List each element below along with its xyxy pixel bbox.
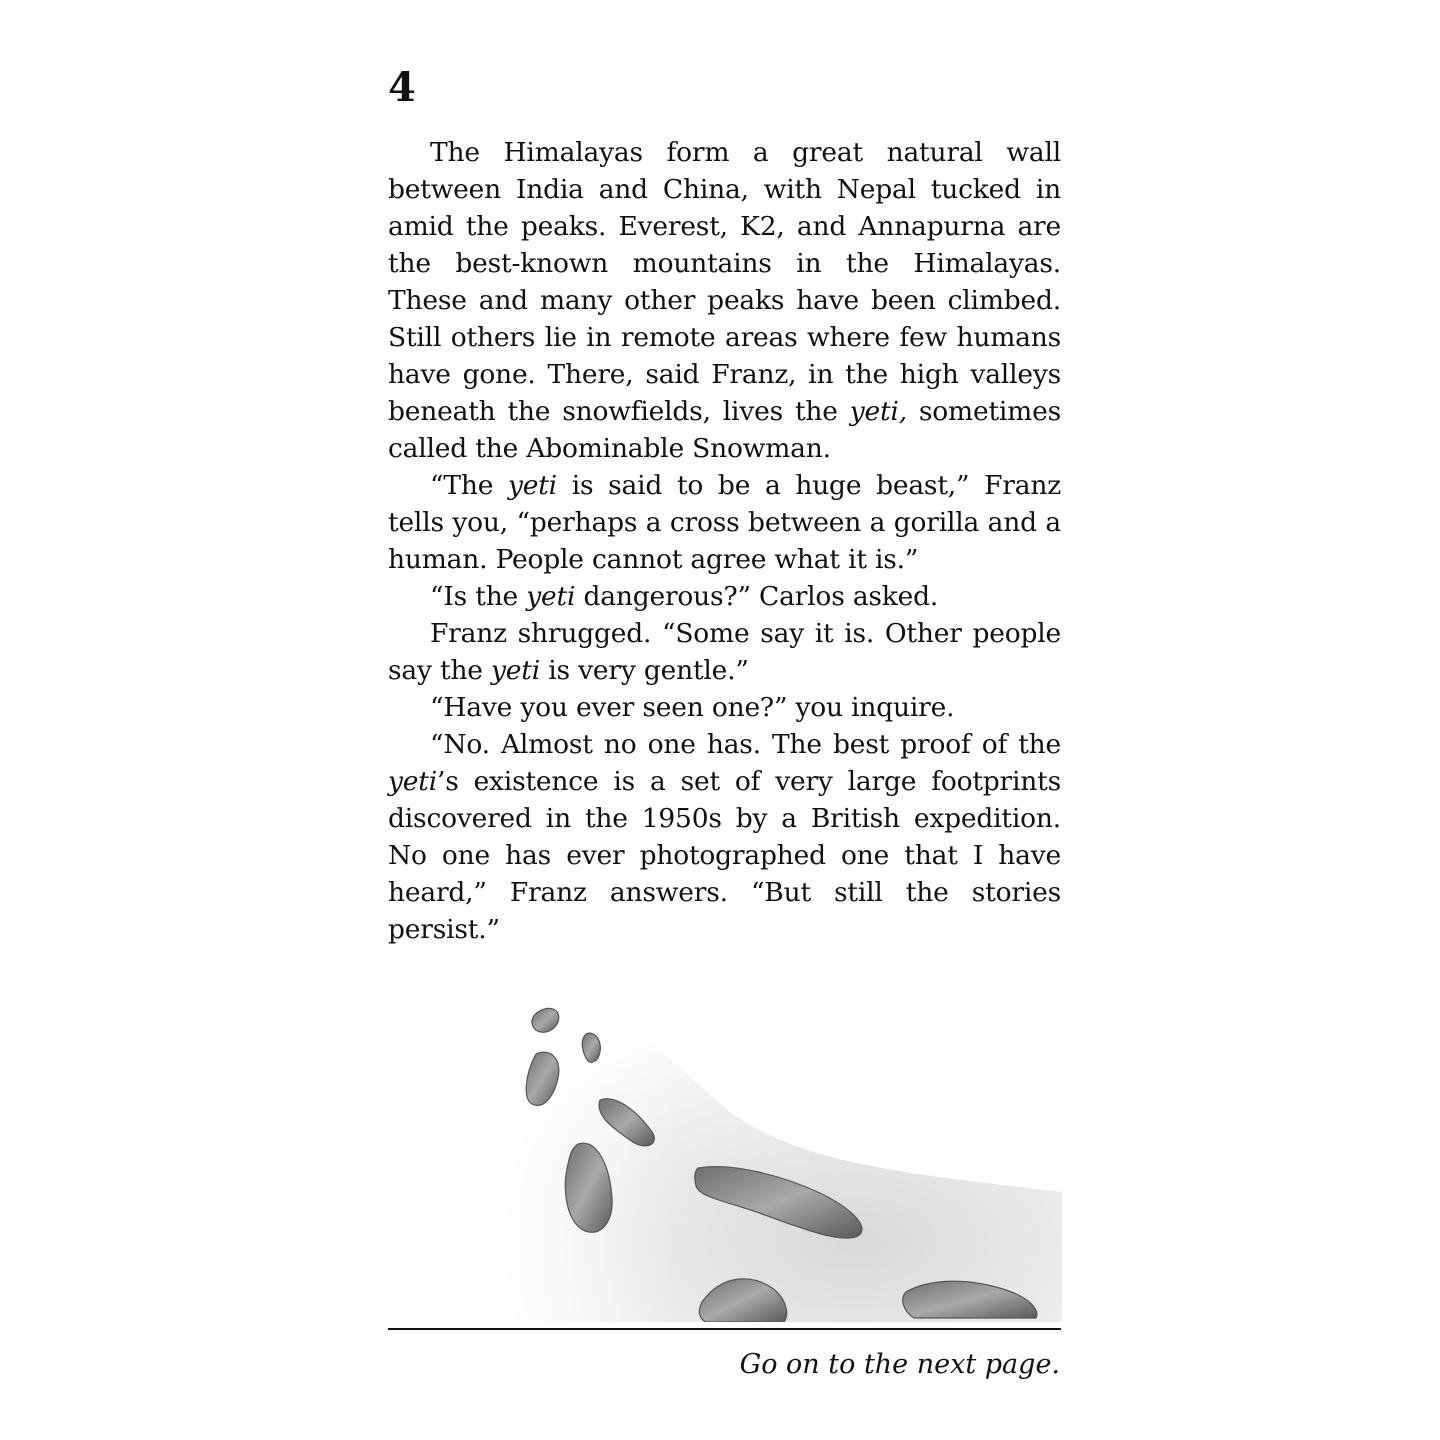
next-page-prompt: Go on to the next page. [739,1349,1060,1380]
story-text [388,134,1061,948]
paragraph [388,578,1061,615]
text-run: “Have you ever seen one?” you inquire. [430,692,955,723]
text-run: dangerous?” Carlos asked. [575,581,939,612]
paragraph [388,689,1061,726]
text-run: is said to be a huge beast,” Franz tells you, “perhaps a cross between a gorilla and a human. People cannot agree what it is.” [388,470,1061,575]
text-run: ’s existence is a set of very large footprints discovered in the 1950s by a British expedition. No one has ever photographed one that I have heard,” Franz answers. “But still the stories persist.” [388,766,1061,945]
yeti-footprints-in-snow-icon [470,992,1062,1322]
text-run: “No. Almost no one has. The best proof of the [430,729,1061,760]
text-run-italic: yeti [507,470,557,501]
paragraph [388,726,1061,948]
paragraph [388,615,1061,689]
text-run-italic: yeti [526,581,576,612]
text-run: “The [430,470,508,501]
page-number: 4 [388,64,416,111]
text-run: Franz shrugged. “Some say it is. Other people say the [388,618,1061,686]
paragraph [388,134,1061,467]
text-run-italic: yeti, [849,396,907,427]
text-run: is very gentle.” [540,655,749,686]
text-run: sometimes called the Abominable Snowman. [388,396,1061,464]
paragraph [388,467,1061,578]
text-run: “Is the [430,581,527,612]
text-run-italic: yeti [491,655,540,686]
text-run-italic: yeti [388,766,437,797]
footer-divider [388,1328,1061,1330]
text-run: The Himalayas form a great natural wall between India and China, with Nepal tucked in amid the peaks. Everest, K2, and Annapurna are the best-known mountains in the Himalayas. These and many other peaks have been climbed. Still others lie in remote areas where few humans have gone. There, said Franz, in the high valleys beneath the snowfields, lives the [388,137,1061,427]
